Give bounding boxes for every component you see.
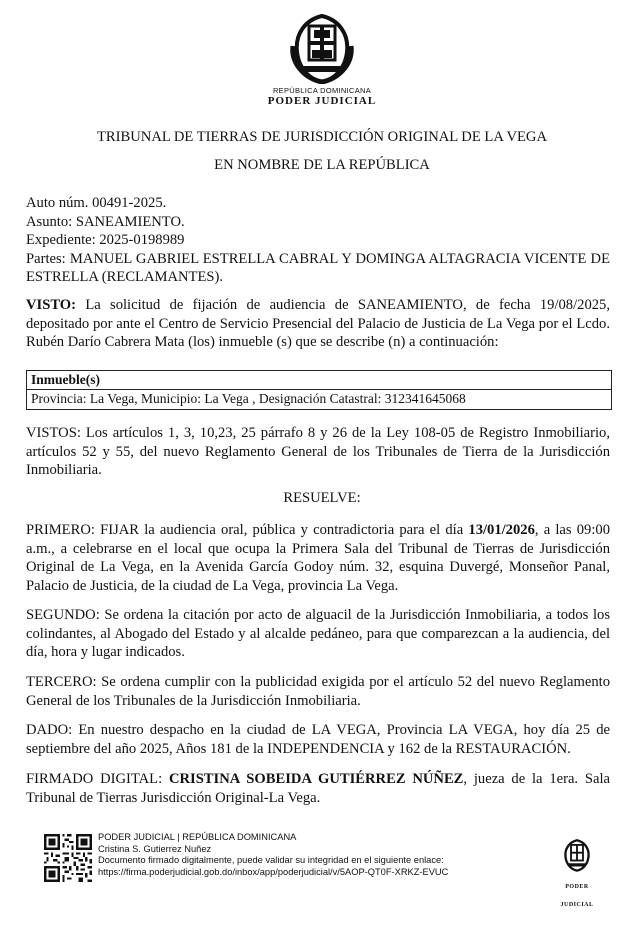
judge-name: CRISTINA SOBEIDA GUTIÉRREZ NÚÑEZ: [168, 771, 464, 787]
signature-paragraph: [26, 770, 610, 807]
footer-seal-icon: [560, 838, 594, 872]
tribunal-title: TRIBUNAL DE TIERRAS DE JURISDICCIÓN ORIGINAL DE LA VEGA: [97, 129, 547, 145]
dado-text: DADO: En nuestro despacho en la ciudad de LA VEGA, Provincia LA VEGA, hoy día 25 de septiembre del año 2025, Años 181 de la INDEPENDENCIA y 162 de la RESTAURACIÓN.: [26, 722, 610, 757]
parties: Partes: MANUEL GABRIEL ESTRELLA CABRAL Y DOMINGA ALTAGRACIA VICENTE DE ESTRELLA (RECLAMANTES).: [26, 250, 610, 285]
subject: Asunto: SANEAMIENTO.: [26, 213, 185, 230]
letterhead: [0, 12, 644, 107]
property-table-header: Inmueble(s): [27, 371, 611, 390]
footer-validation-note: Documento firmado digitalmente, puede validar su integridad en el siguiente enlace:: [98, 855, 444, 866]
footer-signer: Cristina S. Gutierrez Nuñez: [98, 843, 212, 854]
segundo-text: SEGUNDO: Se ordena la citación por acto de alguacil de la Jurisdicción Inmobiliaria, a todos los colindantes, al Abogado del Estado y al alcalde pedáneo, para que comparezcan a la audiencia, del día, hora y lugar indicados.: [26, 607, 610, 660]
tercero-text: TERCERO: Se ordena cumplir con la publicidad exigida por el artículo 52 del nuevo Reglamento General de los Tribunales de la Jurisdicción Inmobiliaria.: [26, 674, 610, 709]
file-number: Expediente: 2025-0198989: [26, 232, 185, 248]
tercero-paragraph: [26, 673, 610, 710]
property-table: [26, 370, 612, 410]
vistos-paragraph: [26, 424, 610, 480]
hearing-date: 13/01/2026: [468, 522, 535, 538]
vistos-text: VISTOS: Los artículos 1, 3, 10,23, 25 párrafo 8 y 26 de la Ley 108-05 de Registro Inmobiliario, artículos 52 y 55, del nuevo Reglamento General de los Tribunales de Tierra de la Jurisdicción Inmobiliaria.: [26, 425, 610, 478]
footer-seal-text: PODER JUDICIAL: [560, 883, 594, 908]
signature-label: FIRMADO DIGITAL:: [26, 771, 169, 787]
footer-institution: PODER JUDICIAL | REPÚBLICA DOMINICANA: [98, 832, 297, 842]
footer-seal: [554, 838, 600, 915]
dado-paragraph: [26, 721, 610, 758]
case-info: [26, 194, 610, 287]
qr-code[interactable]: [44, 834, 92, 882]
in-name-title: EN NOMBRE DE LA REPÚBLICA: [214, 157, 430, 173]
segundo-paragraph: [26, 606, 610, 662]
primero-text-b: , a las 09:00 a.m., a celebrarse en el local que ocupa la Primera Sala del Tribunal de Tierras de Jurisdicción Original de La Vega, en la Avenida García Godoy núm. 32, esquina Duvergé, Monseñor Panal, Palacio de Justicia, de la ciudad de La Vega, provincia La Vega.: [26, 522, 610, 594]
visto-text: La solicitud de fijación de audiencia de SANEAMIENTO, de fecha 19/08/2025, depositado por ante el Centro de Servicio Presencial del Palacio de Justicia de La Vega por el Lcdo. Rubén Darío Cabrera Mata (los) inmueble (s) que se describe (n) a continuación:: [26, 297, 610, 350]
visto-paragraph: [26, 296, 610, 352]
signature-rest: , jueza de la 1era. Sala Tribunal de Tierras Jurisdicción Original-La Vega.: [26, 771, 610, 806]
footer-text: [98, 832, 448, 878]
primero-paragraph: [26, 521, 610, 595]
auto-number: Auto núm. 00491-2025.: [26, 195, 167, 211]
visto-label: VISTO:: [26, 297, 77, 313]
property-table-row: Provincia: La Vega, Municipio: La Vega , Designación Catastral: 312341645068: [31, 391, 466, 406]
coat-of-arms-seal: [285, 12, 359, 84]
digital-signature-footer: [44, 832, 614, 908]
republic-label: REPÚBLICA DOMINICANA: [272, 86, 372, 95]
footer-validation-link[interactable]: https://firma.poderjudicial.gob.do/inbox/app/poderjudicial/v/5AOP-QT0F-XRKZ-EVUC: [98, 866, 449, 877]
resuelve-heading: RESUELVE:: [283, 490, 361, 506]
primero-text-a: PRIMERO: FIJAR la audiencia oral, pública y contradictoria para el día: [26, 522, 469, 538]
judicial-power-label: PODER JUDICIAL: [267, 95, 377, 107]
